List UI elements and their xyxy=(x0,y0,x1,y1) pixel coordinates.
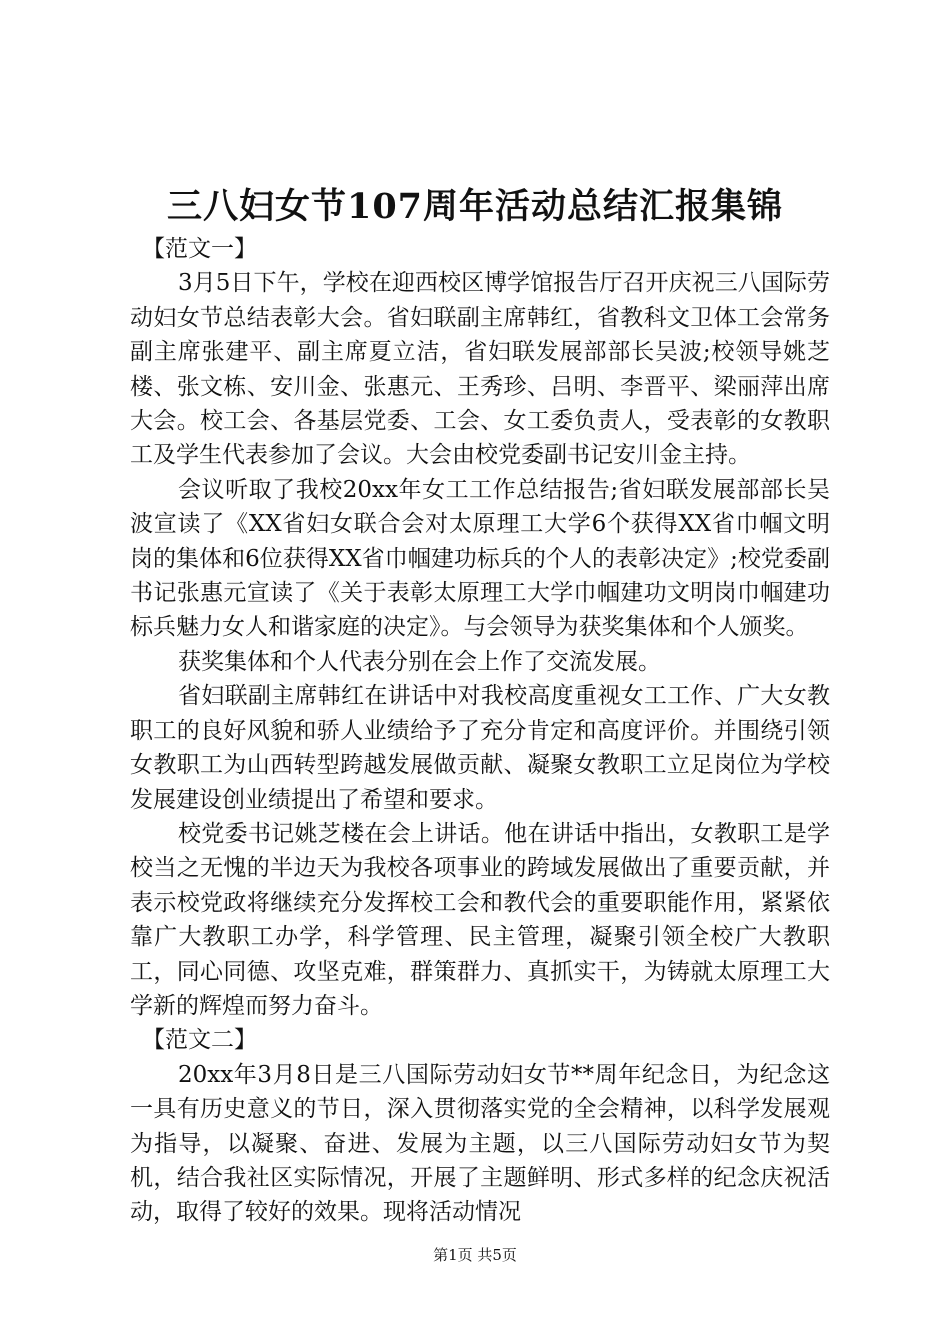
section-heading: 【范文一】 xyxy=(142,236,257,262)
page-number-footer: 第1页 共5页 xyxy=(433,1246,517,1264)
document-title: 三八妇女节107周年活动总结汇报集锦 xyxy=(166,186,784,227)
section-heading: 【范文二】 xyxy=(142,1027,257,1054)
document-body xyxy=(130,232,830,1230)
paragraph: 3月5日下午，学校在迎西校区博学馆报告厅召开庆祝三八国际劳动妇女节总结表彰大会。省妇联副主席韩红，省教科文卫体工会常务副主席张建平、副主席夏立洁，省妇联发展部部长吴波;校领导姚芝楼、张文栋、安川金、张惠元、王秀珍、吕明、李晋平、梁丽萍出席大会。校工会、各基层党委、工会、女工委负责人，受表彰的女教职工及学生代表参加了会议。大会由校党委副书记安川金主持。 xyxy=(130,270,830,469)
paragraph: 20xx年3月8日是三八国际劳动妇女节**周年纪念日，为纪念这一具有历史意义的节日，深入贯彻落实党的全会精神，以科学发展观为指导，以凝聚、奋进、发展为主题，以三八国际劳动妇女节为契机，结合我社区实际情况，开展了主题鲜明、形式多样的纪念庆祝活动，取得了较好的效果。现将活动情况 xyxy=(130,1061,830,1226)
paragraph: 获奖集体和个人代表分别在会上作了交流发展。 xyxy=(178,648,661,675)
paragraph: 会议听取了我校20xx年女工工作总结报告;省妇联发展部部长吴波宣读了《XX省妇女联合会对太原理工大学6个获得XX省巾帼文明岗的集体和6位获得XX省巾帼建功标兵的个人的表彰决定》;校党委副书记张惠元宣读了《关于表彰太原理工大学巾帼建功文明岗巾帼建功标兵魅力女人和谐家庭的决定》。与会领导为获奖集体和个人颁奖。 xyxy=(130,476,830,641)
paragraph: 校党委书记姚芝楼在会上讲话。他在讲话中指出，女教职工是学校当之无愧的半边天为我校各项事业的跨域发展做出了重要贡献，并表示校党政将继续充分发挥校工会和教代会的重要职能作用，紧紧依靠广大教职工办学，科学管理、民主管理，凝聚引领全校广大教职工，同心同德、攻坚克难，群策群力、真抓实干，为铸就太原理工大学新的辉煌而努力奋斗。 xyxy=(130,820,830,1019)
paragraph: 省妇联副主席韩红在讲话中对我校高度重视女工工作、广大女教职工的良好风貌和骄人业绩给予了充分肯定和高度评价。并围绕引领女教职工为山西转型跨越发展做贡献、凝聚女教职工立足岗位为学校发展建设创业绩提出了希望和要求。 xyxy=(130,683,830,813)
